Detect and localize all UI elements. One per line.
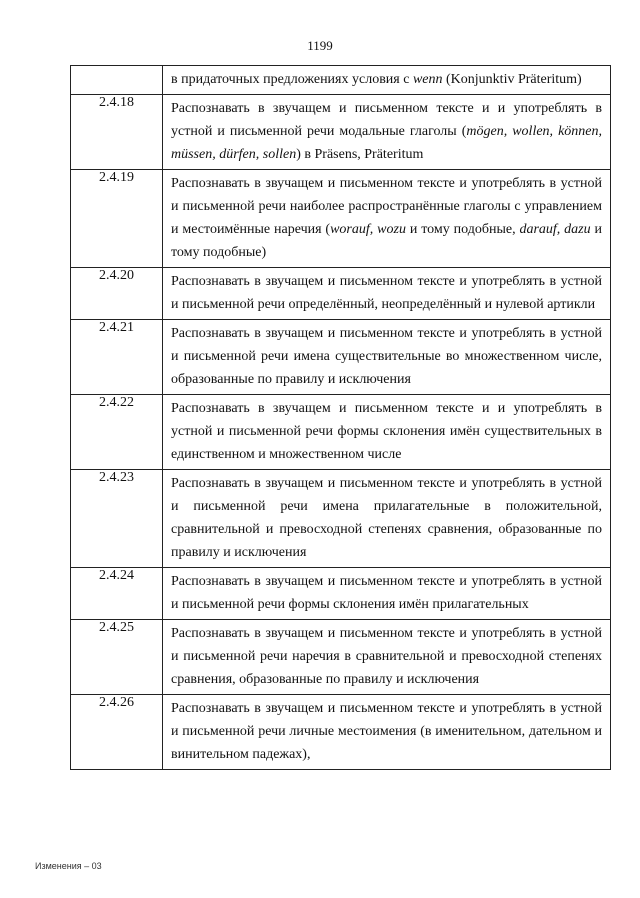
item-code: 2.4.25 bbox=[71, 620, 163, 695]
item-description bbox=[163, 395, 610, 469]
table-row bbox=[71, 620, 611, 695]
italic-term: darauf, dazu bbox=[519, 222, 591, 237]
table-row bbox=[71, 470, 611, 568]
item-code: 2.4.18 bbox=[71, 95, 163, 170]
description-text: Распознавать в звучащем и письменном тексте и употреблять в устной и письменной речи имена существительные во множественном числе, образованные по правилу и исключения bbox=[171, 326, 602, 387]
item-description-cell bbox=[163, 170, 611, 268]
italic-term: mögen, wollen, können, müssen, dürfen, sollen bbox=[171, 124, 603, 162]
item-code: 2.4.24 bbox=[71, 568, 163, 620]
item-code: 2.4.22 bbox=[71, 395, 163, 470]
description-text: Распознавать в звучащем и письменном тексте и употреблять в устной и письменной речи формы склонения имён прилагательных bbox=[171, 574, 602, 612]
table-row bbox=[71, 568, 611, 620]
table-row bbox=[71, 695, 611, 770]
item-code: 2.4.23 bbox=[71, 470, 163, 568]
item-description bbox=[163, 620, 610, 694]
item-code: 2.4.26 bbox=[71, 695, 163, 770]
description-text: Распознавать в звучащем и письменном тексте и употреблять в устной и письменной речи наиболее распространённые глаголы с управлением и местоимённые наречия ( bbox=[171, 176, 602, 237]
item-description-cell bbox=[163, 66, 611, 95]
item-description bbox=[163, 568, 610, 619]
item-description bbox=[163, 170, 610, 267]
description-text: Распознавать в звучащем и письменном тексте и и употреблять в устной и письменной речи модальные глаголы ( bbox=[171, 101, 602, 139]
item-code: 2.4.19 bbox=[71, 170, 163, 268]
curriculum-table bbox=[70, 65, 611, 770]
item-description-cell bbox=[163, 620, 611, 695]
description-text: (Konjunktiv Präteritum) bbox=[442, 72, 582, 87]
table-row bbox=[71, 66, 611, 95]
description-text: Распознавать в звучащем и письменном тексте и употреблять в устной и письменной речи имена прилагательные в положительной, сравнительной и превосходной степенях сравнения, образованные по правилу и исключения bbox=[171, 476, 602, 560]
item-code: 2.4.20 bbox=[71, 268, 163, 320]
page-number: 1199 bbox=[307, 38, 333, 53]
table-body bbox=[71, 66, 611, 770]
description-text: ) в Präsens, Präteritum bbox=[296, 147, 424, 162]
table-row bbox=[71, 170, 611, 268]
table-row bbox=[71, 95, 611, 170]
item-description-cell bbox=[163, 470, 611, 568]
description-text: и тому подобные) bbox=[171, 222, 602, 260]
item-description bbox=[163, 695, 610, 769]
description-text: в придаточных предложениях условия с bbox=[171, 72, 413, 87]
table-row bbox=[71, 268, 611, 320]
item-code bbox=[71, 66, 163, 95]
item-description bbox=[163, 320, 610, 394]
item-description-cell bbox=[163, 268, 611, 320]
item-description bbox=[163, 268, 610, 319]
footer-revision: Изменения – 03 bbox=[35, 861, 102, 871]
item-description bbox=[163, 95, 610, 169]
description-text: Распознавать в звучащем и письменном тексте и употреблять в устной и письменной речи личные местоимения (в именительном, дательном и винительном падежах), bbox=[171, 701, 602, 762]
item-code: 2.4.21 bbox=[71, 320, 163, 395]
italic-term: worauf, wozu bbox=[330, 222, 406, 237]
description-text: и тому подобные, bbox=[405, 222, 520, 237]
item-description-cell bbox=[163, 395, 611, 470]
item-description-cell bbox=[163, 568, 611, 620]
description-text: Распознавать в звучащем и письменном тексте и и употреблять в устной и письменной речи формы склонения имён существительных в единственном и множественном числе bbox=[171, 401, 602, 462]
item-description-cell bbox=[163, 695, 611, 770]
item-description-cell bbox=[163, 95, 611, 170]
item-description-cell bbox=[163, 320, 611, 395]
table-row bbox=[71, 320, 611, 395]
item-description bbox=[163, 470, 610, 567]
table-row bbox=[71, 395, 611, 470]
description-text: Распознавать в звучащем и письменном тексте и употреблять в устной и письменной речи наречия в сравнительной и превосходной степенях сравнения, образованные по правилу и исключения bbox=[171, 626, 602, 687]
italic-term: wenn bbox=[412, 72, 443, 87]
item-description bbox=[163, 66, 610, 94]
description-text: Распознавать в звучащем и письменном тексте и употреблять в устной и письменной речи определённый, неопределённый и нулевой артикли bbox=[171, 274, 602, 312]
